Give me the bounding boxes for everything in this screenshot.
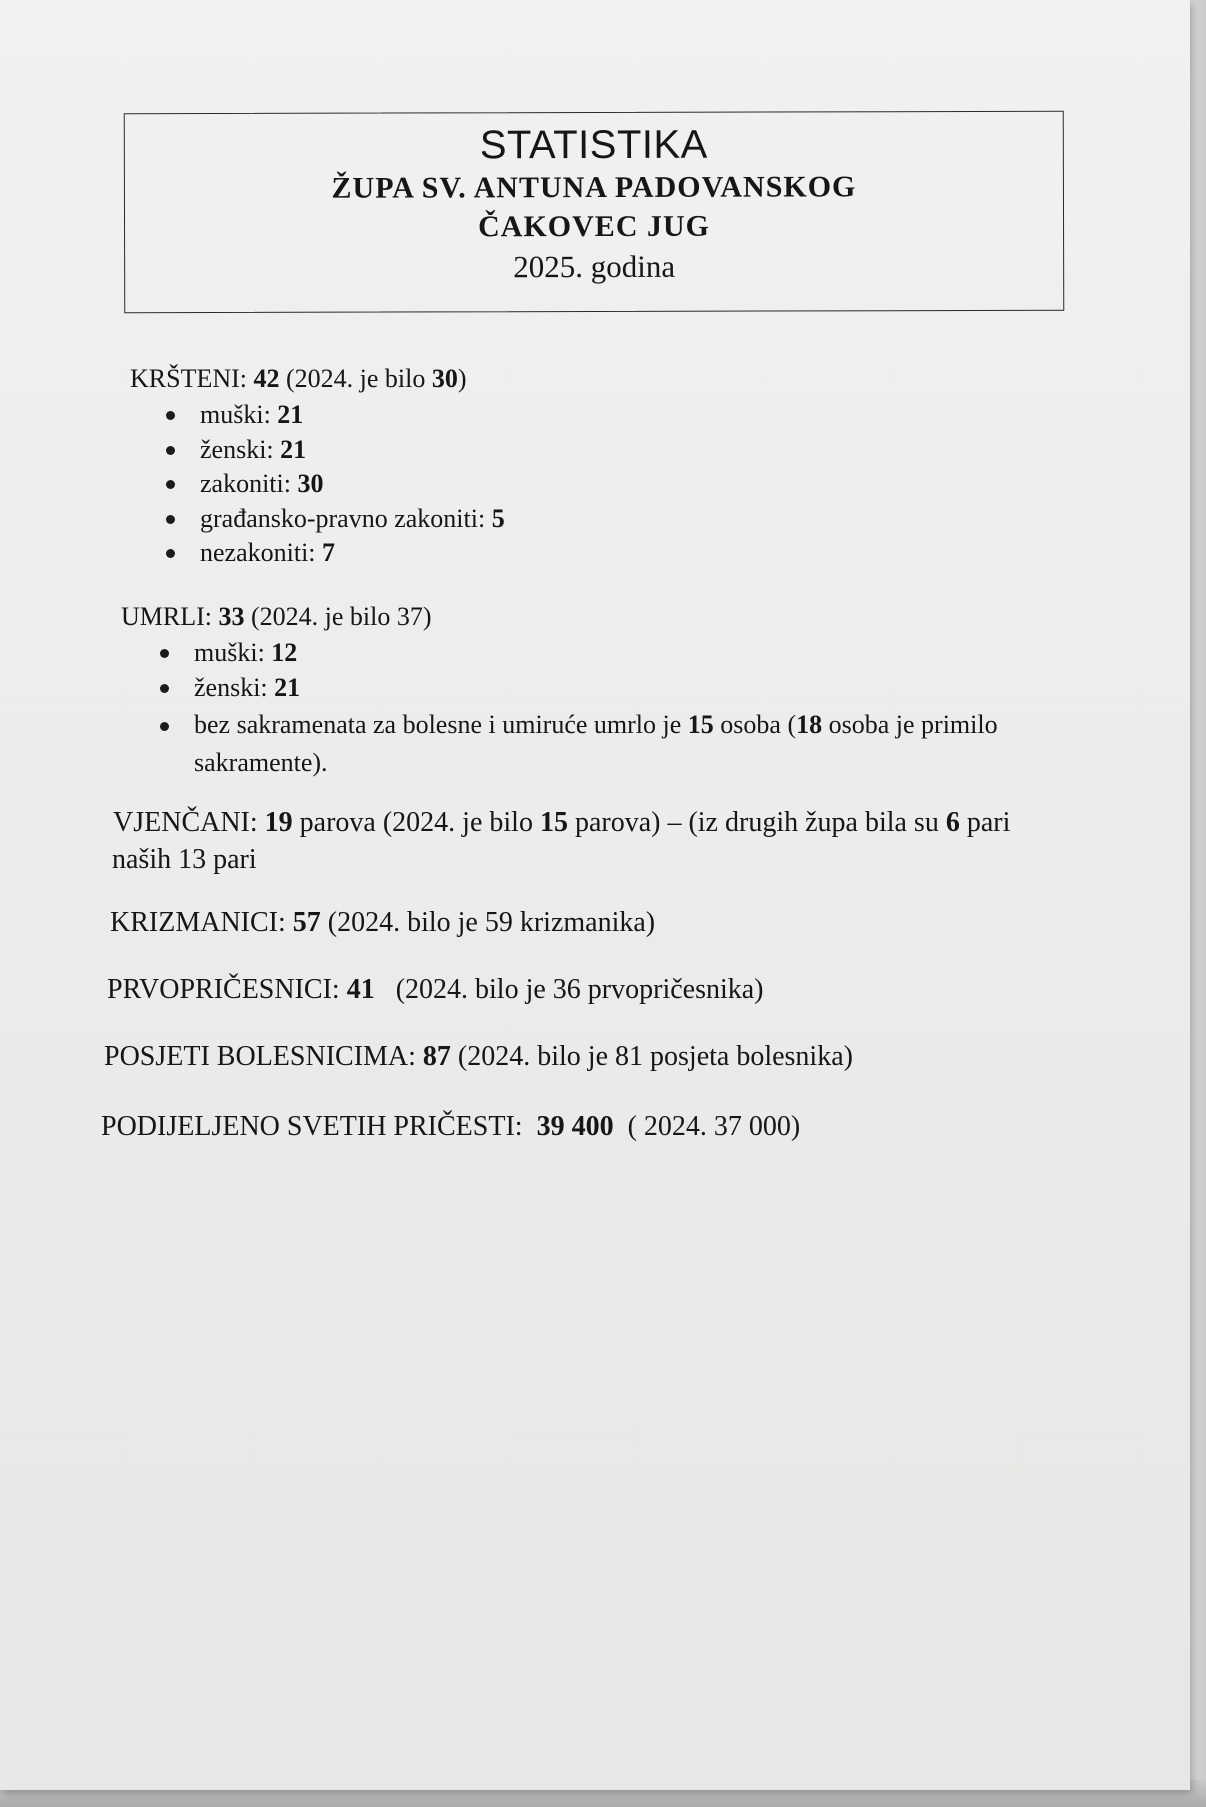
item-value: 12 [271,638,298,667]
umrli-label: UMRLI: [121,602,212,631]
item-value: 21 [280,434,307,464]
krizmanici-prev: (2024. bilo je 59 krizmanika) [327,907,656,938]
prvopricesnici-line [107,973,764,1007]
umrli-line [121,600,432,634]
item-value: 7 [322,538,336,567]
vjencani-line [113,806,1010,840]
posjeti-prev: (2024. bilo je 81 posjeta bolesnika) [457,1041,853,1072]
umrli-list [160,636,998,781]
vjencani-line-2: naših 13 pari [112,844,257,875]
vjencani-value: 19 [264,807,293,838]
item-value: 30 [297,469,324,498]
krsteni-label: KRŠTENI: [130,364,247,393]
item-value: 5 [491,503,505,533]
vjencani-text: parova) – (iz drugih župa bila su [574,807,939,838]
posjeti-label: POSJETI BOLESNICIMA: [104,1041,416,1072]
list-item [166,467,505,502]
list-item [166,502,505,537]
krsteni-prev-value: 30 [431,364,458,393]
pricesti-value: 39 400 [536,1111,614,1142]
vjencani-prev-value: 15 [539,807,568,838]
krsteni-line [130,362,467,396]
note-text: bez sakramenata za bolesne i umiruće umrlo je [194,710,682,739]
vjencani-text: pari [966,807,1011,838]
umrli-value: 33 [218,602,245,631]
bullet-icon [166,411,175,420]
item-label: građansko-pravno zakoniti: [200,503,486,533]
list-item [160,671,998,706]
list-item [166,398,505,433]
pricesti-line [101,1110,800,1144]
bullet-icon [160,684,169,693]
title-box [124,111,1065,313]
bullet-icon [166,480,175,489]
posjeti-value: 87 [422,1041,451,1072]
bullet-icon [166,549,175,558]
prvopricesnici-prev: (2024. bilo je 36 prvopričesnika) [395,974,764,1005]
list-item [166,536,505,571]
vjencani-other: 6 [945,807,960,838]
list-item [160,745,998,781]
list-item [160,705,998,745]
prvopricesnici-label: PRVOPRIČESNICI: [107,974,340,1005]
krsteni-value: 42 [253,364,280,393]
document-title: STATISTIKA [479,122,708,168]
item-value: 21 [274,672,301,702]
note-text: osoba ( [720,710,797,739]
posjeti-line [104,1040,853,1074]
krsteni-prev: (2024. je bilo [286,364,426,393]
vjencani-text: parova (2024. je bilo [299,807,533,838]
town-name: ČAKOVEC JUG [478,209,711,244]
list-item [160,636,998,671]
krizmanici-value: 57 [292,907,321,938]
parish-name: ŽUPA SV. ANTUNA PADOVANSKOG [331,170,857,205]
pricesti-label: PODIJELJENO SVETIH PRIČESTI: [101,1111,523,1142]
item-label: nezakoniti: [200,538,316,567]
year-label: 2025. godina [513,248,676,285]
list-item [166,433,505,468]
krizmanici-line [110,906,655,940]
note-text: sakramente). [194,748,328,777]
item-label: ženski: [200,434,274,464]
note-text: osoba je primilo [828,710,998,739]
item-label: ženski: [194,672,268,702]
pricesti-prev: ( 2024. 37 000) [627,1111,801,1142]
bullet-icon [160,722,169,731]
vjencani-label: VJENČANI: [113,807,258,838]
krizmanici-label: KRIZMANICI: [110,907,286,938]
item-label: zakoniti: [200,469,291,498]
item-label: muški: [194,638,265,667]
krsteni-prev-close: ) [457,364,467,393]
item-label: muški: [200,400,271,429]
bullet-icon [166,515,175,524]
note-count: 18 [796,710,823,739]
bullet-icon [166,446,175,455]
item-value: 21 [277,400,304,429]
krsteni-list [166,398,505,571]
prvopricesnici-value: 41 [346,974,375,1005]
note-count: 15 [687,710,714,739]
bullet-icon [160,649,169,658]
umrli-prev: (2024. je bilo 37) [251,602,432,631]
